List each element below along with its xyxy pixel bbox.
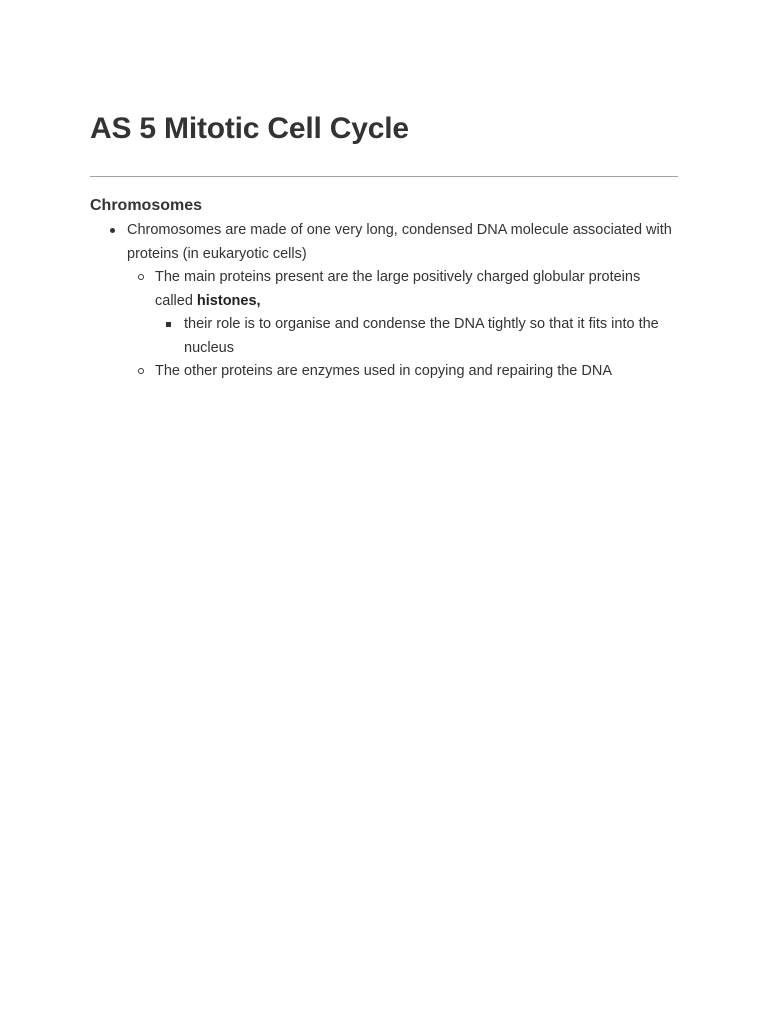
- bold-term: histones,: [196, 292, 261, 309]
- bullet-list-level-2: [127, 266, 678, 384]
- list-item-text: their role is to organise and condense the DNA tightly so that it fits into the nucleus: [184, 316, 659, 356]
- page-title: AS 5 Mitotic Cell Cycle: [90, 112, 409, 145]
- list-item-text: Chromosomes are made of one very long, condensed DNA molecule associated with proteins (in eukaryotic cells): [127, 222, 672, 262]
- circle-bullet-icon: [138, 274, 144, 280]
- notes-content: [90, 219, 678, 384]
- disc-bullet-icon: [110, 228, 115, 233]
- list-item: [155, 313, 678, 360]
- bullet-list-level-3: [155, 313, 678, 360]
- square-bullet-icon: [166, 322, 171, 327]
- bullet-list-level-1: [90, 219, 678, 384]
- list-item: [127, 360, 678, 384]
- list-item-text: The other proteins are enzymes used in copying and repairing the DNA: [155, 363, 613, 379]
- horizontal-divider: [90, 176, 678, 177]
- circle-bullet-icon: [138, 368, 144, 374]
- list-item: [90, 219, 678, 384]
- section-heading: Chromosomes: [90, 197, 203, 214]
- list-item: [127, 266, 678, 360]
- list-item-text: The main proteins present are the large positively charged globular proteins called: [155, 269, 641, 309]
